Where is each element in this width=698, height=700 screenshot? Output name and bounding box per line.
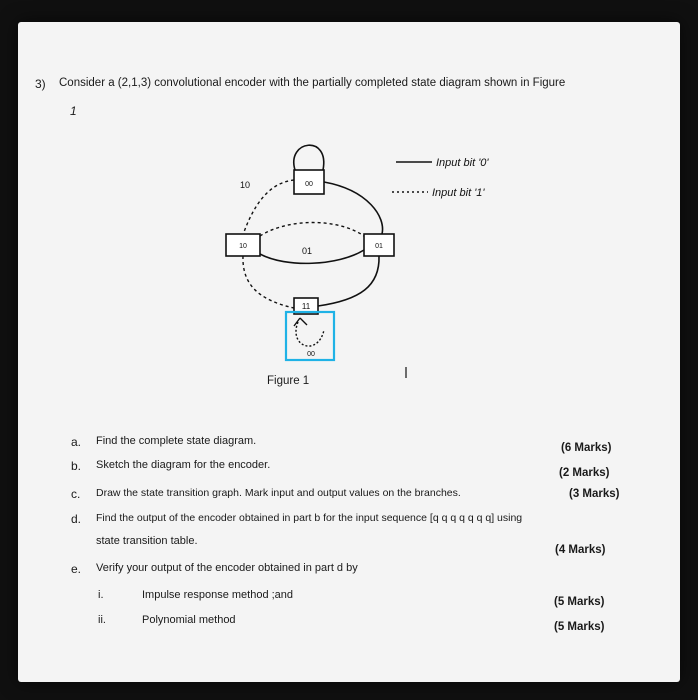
part-c-letter: c. — [71, 487, 81, 501]
subpart-i-text: Impulse response method ;and — [142, 589, 294, 601]
part-d-text-continued: state transition table. — [96, 535, 198, 547]
self-loop-00 — [294, 145, 324, 170]
figure-caption: Figure 1 — [267, 375, 310, 387]
self-loop-arrowhead — [294, 318, 307, 326]
part-e-text: Verify your output of the encoder obtained in part d by — [96, 562, 358, 574]
state-label-01: 01 — [375, 243, 383, 250]
state-label-mid-01: 01 — [301, 246, 313, 256]
self-loop-11 — [296, 322, 324, 346]
part-d-marks: (4 Marks) — [555, 544, 606, 556]
question-number: 3) — [35, 77, 46, 91]
question-intro-continued: 1 — [70, 104, 77, 118]
subpart-i-number: i. — [98, 589, 104, 601]
question-sheet — [18, 22, 680, 682]
part-a-letter: a. — [71, 435, 82, 449]
edge-00-to-10 — [244, 180, 294, 232]
subpart-ii-marks: (5 Marks) — [554, 621, 605, 633]
part-c-text: Draw the state transition graph. Mark input and output values on the branches. — [96, 487, 461, 499]
subpart-i-marks: (5 Marks) — [554, 596, 605, 608]
part-b-marks: (2 Marks) — [559, 467, 610, 479]
part-b-text: Sketch the diagram for the encoder. — [96, 459, 271, 471]
state-label-10: 10 — [239, 243, 247, 250]
part-c-marks: (3 Marks) — [569, 488, 620, 500]
edge-01-to-11 — [318, 256, 379, 306]
legend-solid-label: Input bit '0' — [436, 157, 489, 169]
part-e-letter: e. — [71, 562, 82, 576]
part-d-letter: d. — [71, 512, 82, 526]
loop-label-00: 00 — [307, 351, 315, 358]
edge-00-to-01 — [324, 182, 383, 234]
part-b-letter: b. — [71, 459, 82, 473]
state-diagram — [18, 22, 680, 402]
part-d-text: Find the output of the encoder obtained in part b for the input sequence [q q q q q q q] using — [96, 512, 523, 524]
state-label-11: 11 — [301, 302, 311, 311]
question-intro: Consider a (2,1,3) convolutional encoder with the partially completed state diagram shown in Figure — [59, 77, 566, 89]
part-a-marks: (6 Marks) — [561, 442, 612, 454]
label-10-outside: 10 — [240, 180, 251, 190]
subpart-ii-text: Polynomial method — [142, 614, 236, 626]
edge-10-to-01 — [260, 223, 364, 237]
part-a-text: Find the complete state diagram. — [96, 435, 257, 447]
subpart-ii-number: ii. — [98, 614, 106, 626]
edge-10-to-11 — [243, 256, 294, 308]
legend-dashed-label: Input bit '1' — [432, 187, 485, 199]
state-label-00: 00 — [305, 181, 313, 188]
